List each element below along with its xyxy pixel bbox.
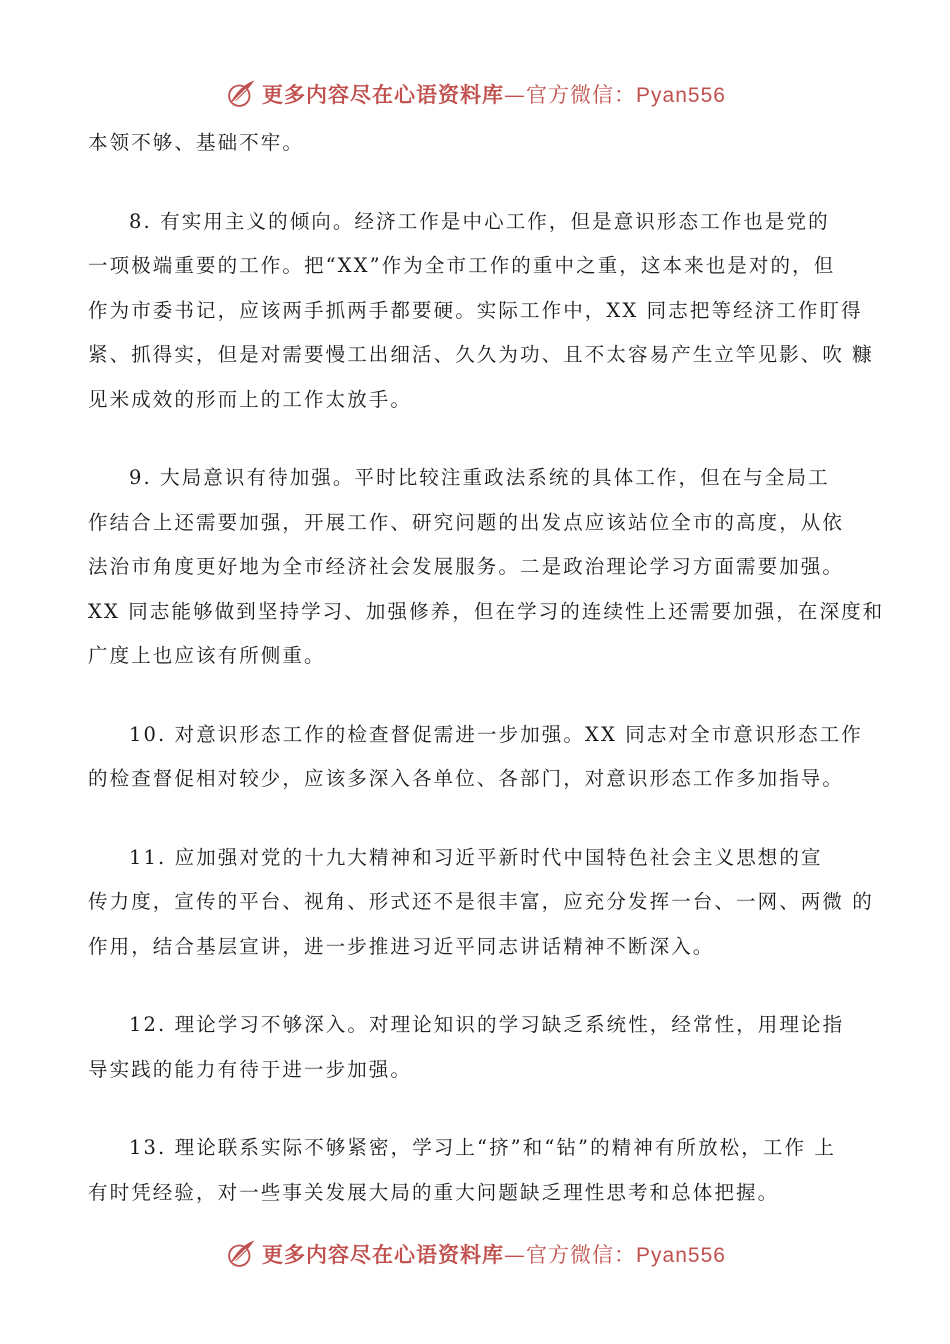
text-line: 12. 理论学习不够深入。对理论知识的学习缺乏系统性，经常性，用理论指	[129, 1013, 845, 1036]
watermark-wechat-label: 官方微信：	[526, 83, 637, 107]
text-line: 9. 大局意识有待加强。平时比较注重政法系统的具体工作，但在与全局工	[129, 466, 830, 489]
watermark-text	[262, 79, 726, 109]
text-line: 有时凭经验，对一些事关发展大局的重大问题缺乏理性思考和总体把握。	[88, 1180, 780, 1204]
watermark-brand: 更多内容尽在心语资料库	[262, 82, 505, 107]
text-line: 11. 应加强对党的十九大精神和习近平新时代中国特色社会主义思想的宣	[129, 845, 823, 869]
watermark-handle: Pyan556	[636, 84, 726, 107]
text-line: 8. 有实用主义的倾向。经济工作是中心工作，但是意识形态工作也是党的	[129, 209, 830, 233]
header-watermark-banner	[0, 74, 950, 114]
paragraph-item-10	[88, 713, 868, 802]
feather-logo-icon	[224, 1237, 258, 1271]
watermark-dash: —	[504, 83, 527, 107]
text-line: 一项极端重要的工作。把“XX”作为全市工作的重中之重，这本来也是对的，但	[88, 254, 836, 277]
text-line: 本领不够、基础不牢。	[88, 131, 305, 154]
watermark-wechat-label: 官方微信：	[526, 1243, 637, 1267]
text-line: 的检查督促相对较少，应该多深入各单位、各部门，对意识形态工作多加指导。	[88, 767, 845, 790]
text-line: 紧、抓得实，但是对需要慢工出细活、久久为功、且不太容易产生立竿见影、吹 糠	[88, 343, 874, 366]
paragraph-item-13	[88, 1126, 868, 1215]
watermark-dash: —	[504, 1243, 527, 1267]
feather-logo-icon	[224, 77, 258, 111]
paragraph-item-12	[88, 1003, 868, 1092]
text-line: 传力度，宣传的平台、视角、形式还不是很丰富，应充分发挥一台、一网、两微 的	[88, 890, 874, 913]
watermark-handle: Pyan556	[636, 1244, 726, 1267]
watermark-brand: 更多内容尽在心语资料库	[262, 1242, 505, 1267]
paragraph-item-9	[88, 456, 885, 679]
text-line: 13. 理论联系实际不够紧密，学习上“挤”和“钻”的精神有所放松，工作 上	[129, 1136, 836, 1159]
watermark-text	[262, 1239, 726, 1269]
text-line: 导实践的能力有待于进一步加强。	[88, 1057, 413, 1081]
text-line: 作用，结合基层宣讲，进一步推进习近平同志讲话精神不断深入。	[88, 934, 715, 958]
text-line: 作为市委书记，应该两手抓两手都要硬。实际工作中，XX 同志把等经济工作盯得	[88, 298, 863, 322]
text-line: 法治市角度更好地为全市经济社会发展服务。二是政治理论学习方面需要加强。	[88, 555, 845, 578]
text-line: 见米成效的形而上的工作太放手。	[88, 387, 413, 411]
text-line: 作结合上还需要加强，开展工作、研究问题的出发点应该站位全市的高度，从依	[88, 510, 845, 534]
document-body	[88, 121, 885, 1215]
paragraph-item-8	[88, 200, 874, 423]
footer-watermark-banner	[0, 1234, 950, 1274]
text-line: 广度上也应该有所侧重。	[88, 644, 326, 667]
paragraph	[88, 121, 868, 166]
text-line: 10. 对意识形态工作的检查督促需进一步加强。XX 同志对全市意识形态工作	[129, 722, 863, 746]
paragraph-item-11	[88, 836, 874, 970]
text-line: XX 同志能够做到坚持学习、加强修养，但在学习的连续性上还需要加强，在深度和	[88, 599, 885, 623]
